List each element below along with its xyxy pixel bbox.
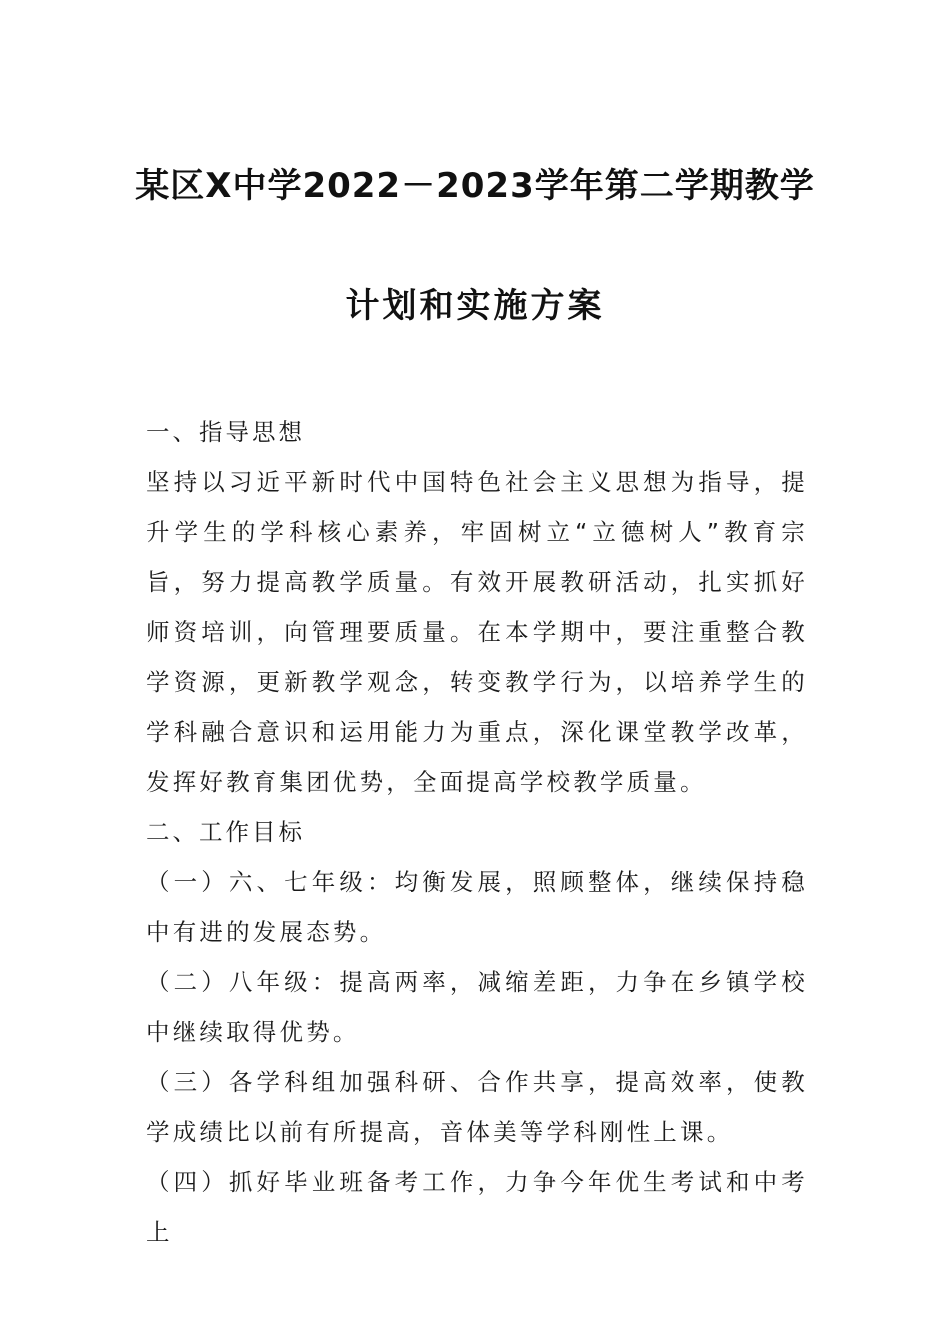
section-heading-guiding-ideology: 一、指导思想: [146, 418, 305, 446]
section-heading-work-goals: 二、工作目标: [146, 818, 305, 846]
document-body: [146, 407, 808, 1257]
goal-item-1: （一）六、七年级：均衡发展，照顾整体，继续保持稳中有进的发展态势。: [146, 868, 808, 946]
document-title-line-1: 某区X中学2022－2023学年第二学期教学: [135, 166, 815, 206]
paragraph-guiding-ideology: 坚持以习近平新时代中国特色社会主义思想为指导，提升学生的学科核心素养，牢固树立“立德树人”教育宗旨，努力提高教学质量。有效开展教研活动，扎实抓好师资培训，向管理要质量。在本学期中，要注重整合教学资源，更新教学观念，转变教学行为，以培养学生的学科融合意识和运用能力为重点，深化课堂教学改革，发挥好教育集团优势，全面提高学校教学质量。: [146, 468, 808, 796]
goal-item-3: （三）各学科组加强科研、合作共享，提高效率，使教学成绩比以前有所提高，音体美等学科刚性上课。: [146, 1068, 808, 1146]
goal-item-2: （二）八年级：提高两率，减缩差距，力争在乡镇学校中继续取得优势。: [146, 968, 808, 1046]
document-title-line-2: 计划和实施方案: [345, 286, 605, 326]
goal-item-4: （四）抓好毕业班备考工作，力争今年优生考试和中考上: [146, 1168, 808, 1246]
